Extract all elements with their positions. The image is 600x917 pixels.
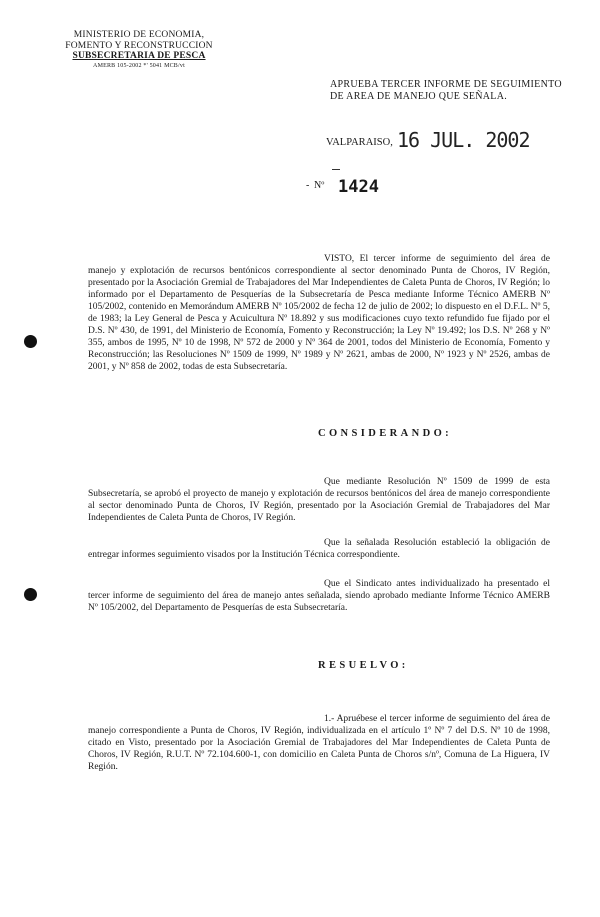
considerando-paragraph-3: Que el Sindicato antes individualizado ha presentado el tercer informe de seguimiento del área de manejo antes señalada, siendo aprobado mediante Informe Técnico AMERB Nº 105/2002, del Departamento de Pesquerías de esta Subsecretaría. [88,579,550,613]
considerando-heading: CONSIDERANDO: [318,428,453,439]
stamp-mark [332,169,340,170]
date-stamp: 16 JUL. 2002 [397,128,530,152]
subject-line-1: APRUEBA TERCER INFORME DE SEGUIMIENTO [330,79,562,90]
ministry-line-2: FOMENTO Y RECONSTRUCCION [65,40,213,51]
punch-hole-top [24,335,37,348]
resolution-number: 1424 [338,177,379,197]
document-reference: AMERB 105-2002 *' 5041 MCB/vt [93,62,185,69]
document-subject [330,79,562,103]
resuelvo-heading: RESUELVO: [318,660,409,671]
number-prefix: - [306,180,310,191]
number-label: Nº [314,180,325,191]
visto-paragraph: VISTO, El tercer informe de seguimiento del área de manejo y explotación de recursos bentónicos correspondiente al sector denominado Punta de Choros, IV Región, presentado por la Asociación Gremial de Trabajadores del Mar Independientes de Caleta Punta de Choros, IV Región; lo informado por el Departamento de Pesquerías de la Subsecretaría de Pesca mediante Informe Técnico AMERB Nº 105/2002, contenido en Memorándum AMERB Nº 105/2002 de fecha 12 de julio de 2002; lo dispuesto en el D.F.L. Nº 5, de 1983; la Ley General de Pesca y Acuicultura Nº 18.892 y sus modificaciones cuyo texto refundido fue fijado por el D.S. Nº 430, de 1991, del Ministerio de Economía, Fomento y Reconstrucción; la Ley Nº 19.492; los D.S. Nº 268 y Nº 355, ambos de 1995, Nº 10 de 1998, Nº 572 de 2000 y Nº 364 de 2001, todos del Ministerio de Economía, Fomento y Reconstrucción; las Resoluciones Nº 1509 de 1999, Nº 1989 y Nº 2621, ambas de 2000, Nº 1923 y Nº 2526, ambas de 2001, y Nº 858 de 2002, todas de esta Subsecretaría. [88,254,550,372]
punch-hole-bottom [24,588,37,601]
ministry-line-1: MINISTERIO DE ECONOMIA, [73,30,205,40]
place-label: VALPARAISO, [326,137,393,148]
ministry-header [54,30,224,70]
resuelvo-paragraph-1: 1.- Apruébese el tercer informe de seguimiento del área de manejo correspondiente a Punta de Choros, IV Región, individualizada en el artículo 1º Nº 7 del D.S. Nº 10 de 1998, citado en Visto, presentado por la Asociación Gremial de Trabajadores del Mar Independientes de Caleta Punta de Choros, IV Región, R.U.T. Nº 72.104.600-1, con domicilio en Caleta Punta de Choros s/nº, Comuna de La Higuera, IV Región. [88,714,550,772]
considerando-paragraph-1: Que mediante Resolución Nº 1509 de 1999 de esta Subsecretaría, se aprobó el proyecto de manejo y explotación de recursos bentónicos del área de manejo correspondiente al sector denominado Punta de Choros, IV Región, presentado por la Asociación Gremial de Trabajadores del Mar Independientes de Caleta Punta de Choros, IV Región. [88,477,550,523]
considerando-paragraph-2: Que la señalada Resolución estableció la obligación de entregar informes seguimiento visados por la Institución Técnica correspondiente. [88,538,550,560]
subject-line-2: DE AREA DE MANEJO QUE SEÑALA. [330,91,508,102]
subsecretaria-line: SUBSECRETARIA DE PESCA [72,51,206,61]
